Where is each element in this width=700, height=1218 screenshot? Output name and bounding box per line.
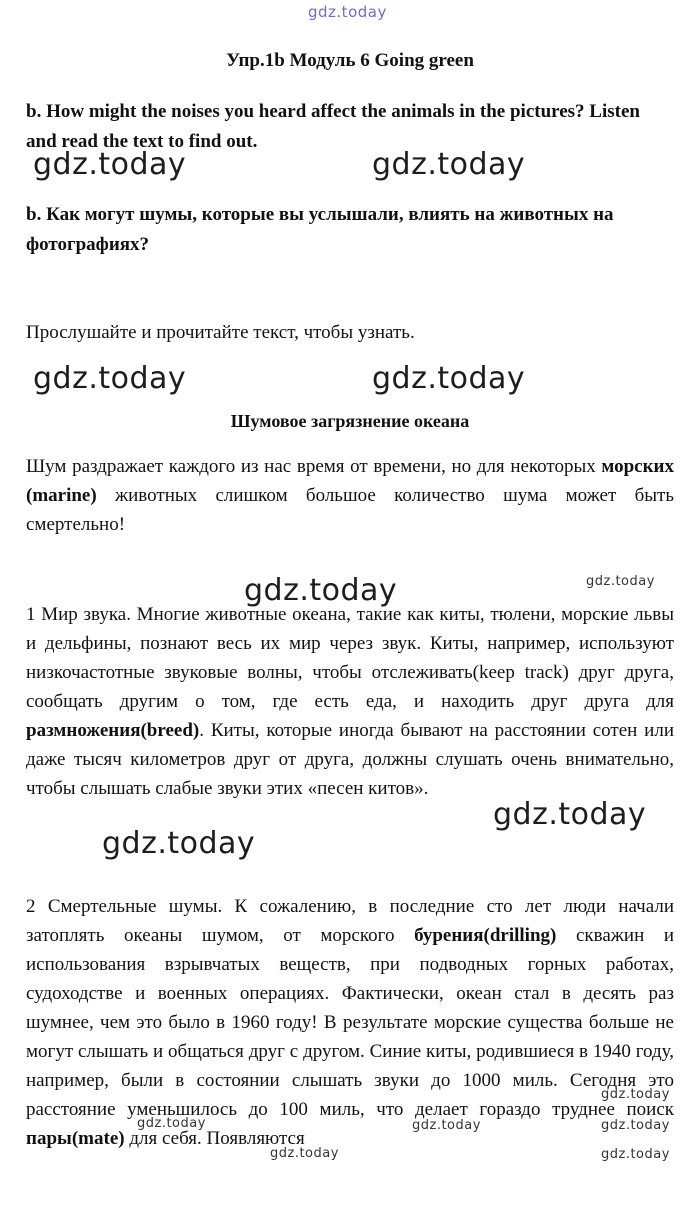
paragraph-text: . Киты, которые иногда бывают на расстоянии сотен или даже тысяч километров друг от друга, должны слушать очень внимательно, чтобы слышать слабые звуки этих «песен китов». (26, 720, 674, 799)
watermark: gdz.today (102, 826, 256, 861)
term-bold: размножения(breed) (26, 720, 200, 741)
paragraph-text: скважин и использования взрывчатых веществ, при подводных горных работах, судоходстве и военных операциях. Фактически, океан стал в десять раз шумнее, чем это было в 1960 году! В результате морские существа больше не могут слышать и общаться друг с другом. Синие киты, родившиеся в 1940 году, например, были в состоянии слышать звуки до 1000 миль. Сегодня это расстояние уменьшилось до 100 миль, что делает гораздо труднее поиск (26, 925, 675, 1120)
paragraph-1 (26, 600, 674, 803)
watermark-top: gdz.today (308, 3, 387, 21)
watermark-small: gdz.today (270, 1146, 339, 1161)
intro-term-bold: морских (marine) (26, 456, 674, 506)
watermark-small: gdz.today (601, 1118, 670, 1133)
watermark: gdz.today (372, 147, 526, 182)
watermark: gdz.today (493, 797, 647, 832)
paragraph-text: для себя. Появляются (124, 1128, 305, 1149)
watermark: gdz.today (244, 573, 398, 608)
article-heading: Шумовое загрязнение океана (230, 411, 470, 431)
task-instruction: Прослушайте и прочитайте текст, чтобы узнать. (26, 322, 415, 343)
watermark-small: gdz.today (601, 1087, 670, 1102)
watermark-small: gdz.today (137, 1116, 206, 1131)
page-title: Упр.1b Модуль 6 Going green (226, 50, 474, 71)
paragraph-2 (26, 892, 674, 1153)
intro-text: животных слишком большое количество шума может быть смертельно! (26, 485, 674, 535)
paragraph-text: 1 Мир звука. Многие животные океана, такие как киты, тюлени, морские львы и дельфины, познают весь их мир через звук. Киты, например, используют низкочастотные звуковые волны, чтобы отслеживать(keep track) друг друга, сообщать другим о том, где есть еда, и находить друг друга для (26, 604, 674, 712)
paragraph-text: 2 Смертельные шумы. К сожалению, в последние сто лет люди начали затоплять океаны шумом, от морского (26, 896, 674, 946)
watermark: gdz.today (33, 147, 187, 182)
watermark: gdz.today (33, 361, 187, 396)
task-russian: b. Как могут шумы, которые вы услышали, влиять на животных на фотографиях? (26, 204, 614, 255)
watermark-small: gdz.today (601, 1147, 670, 1162)
watermark: gdz.today (372, 361, 526, 396)
term-bold: бурения(drilling) (414, 925, 557, 946)
task-english: b. How might the noises you heard affect the animals in the pictures? Listen and read the text to find out. (26, 101, 640, 152)
term-bold: пары(mate) (26, 1128, 125, 1149)
intro-text: Шум раздражает каждого из нас время от времени, но для некоторых (26, 456, 602, 477)
article-intro (26, 452, 674, 539)
watermark-small: gdz.today (412, 1118, 481, 1133)
watermark-small: gdz.today (586, 574, 655, 589)
